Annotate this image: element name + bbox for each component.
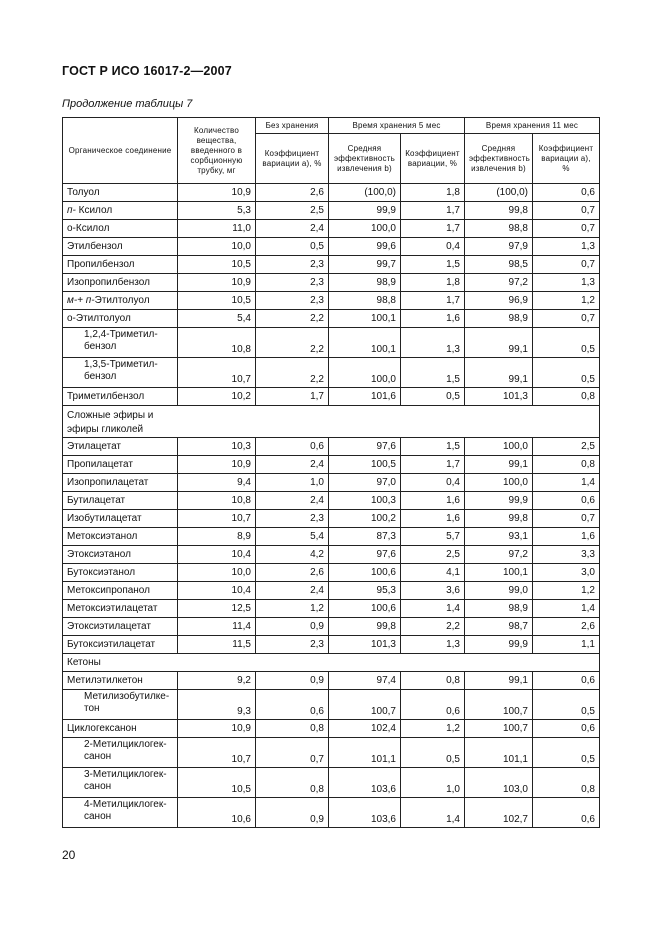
- cell-rec5: 100,0: [329, 358, 401, 388]
- cell-amount: 10,5: [178, 768, 256, 798]
- cell-rec5: 100,1: [329, 328, 401, 358]
- table-continuation-caption: Продолжение таблицы 7: [62, 98, 193, 110]
- group-label: Кетоны: [63, 654, 600, 672]
- compound-name-text: Изобутилацетат: [67, 512, 142, 524]
- cell-rec11: 100,0: [465, 438, 533, 456]
- table-row: [63, 510, 600, 528]
- cell-cv5: 1,0: [401, 768, 465, 798]
- compound-name-text: Пропилбензол: [67, 258, 135, 270]
- cell-cv11: 1,1: [533, 636, 600, 654]
- cell-cv0: 2,5: [256, 202, 329, 220]
- table-row: [63, 582, 600, 600]
- compound-name-text: Этилбензол: [67, 240, 123, 252]
- cell-rec11: 98,8: [465, 220, 533, 238]
- cell-rec5: 100,6: [329, 564, 401, 582]
- cell-rec11: 99,1: [465, 672, 533, 690]
- cell-rec5: 101,6: [329, 388, 401, 406]
- cell-cv5: 1,8: [401, 274, 465, 292]
- cell-cv5: 0,8: [401, 672, 465, 690]
- header-no-storage-cv-label: Коэффициент вариации а), %: [262, 148, 322, 168]
- table-row: [63, 256, 600, 274]
- cell-cv5: 1,5: [401, 438, 465, 456]
- compound-name: [63, 738, 178, 768]
- cell-cv5: 1,7: [401, 292, 465, 310]
- table-row: [63, 492, 600, 510]
- cell-rec5: 97,0: [329, 474, 401, 492]
- group-row: [63, 654, 600, 672]
- table-row: [63, 690, 600, 720]
- cell-amount: 9,4: [178, 474, 256, 492]
- cell-cv0: 2,2: [256, 358, 329, 388]
- cell-cv11: 1,3: [533, 274, 600, 292]
- table-row: [63, 720, 600, 738]
- cell-rec5: 98,9: [329, 274, 401, 292]
- cell-cv0: 0,5: [256, 238, 329, 256]
- compound-name: [63, 798, 178, 828]
- header-compound-label: Органическое соединение: [68, 145, 172, 155]
- cell-cv5: 1,5: [401, 358, 465, 388]
- compound-name-text: Метоксиэтанол: [67, 530, 138, 542]
- compound-name-text: Этоксиэтилацетат: [67, 620, 151, 632]
- header-storage-5-cv-label: Коэффициент вариации, %: [405, 148, 460, 168]
- cell-cv11: 1,6: [533, 528, 600, 546]
- cell-cv11: 0,8: [533, 388, 600, 406]
- cell-rec11: 98,9: [465, 600, 533, 618]
- cell-cv0: 0,8: [256, 720, 329, 738]
- cell-rec5: 103,6: [329, 798, 401, 828]
- cell-rec11: 102,7: [465, 798, 533, 828]
- cell-rec11: 99,1: [465, 456, 533, 474]
- cell-rec11: 97,2: [465, 274, 533, 292]
- cell-rec5: (100,0): [329, 184, 401, 202]
- cell-amount: 10,7: [178, 510, 256, 528]
- cell-amount: 11,4: [178, 618, 256, 636]
- table-body: [63, 184, 600, 828]
- compound-name-line: Метилизобутилке-: [84, 691, 170, 702]
- compound-name: [63, 510, 178, 528]
- cell-cv5: 3,6: [401, 582, 465, 600]
- cell-rec11: 99,8: [465, 510, 533, 528]
- cell-cv11: 0,6: [533, 798, 600, 828]
- cell-cv0: 2,3: [256, 636, 329, 654]
- header-amount: [178, 118, 256, 184]
- cell-cv5: 1,4: [401, 798, 465, 828]
- compound-name: [63, 672, 178, 690]
- compound-name-line: санон: [84, 811, 112, 822]
- cell-amount: 10,9: [178, 184, 256, 202]
- cell-amount: 10,7: [178, 738, 256, 768]
- cell-cv11: 0,7: [533, 510, 600, 528]
- cell-rec11: 99,9: [465, 636, 533, 654]
- cell-amount: 10,0: [178, 238, 256, 256]
- cell-rec11: 103,0: [465, 768, 533, 798]
- cell-cv0: 0,9: [256, 672, 329, 690]
- cell-amount: 10,7: [178, 358, 256, 388]
- table-row: [63, 672, 600, 690]
- cell-cv0: 2,3: [256, 510, 329, 528]
- group-label-line: эфиры гликолей: [67, 424, 144, 435]
- table-row: [63, 220, 600, 238]
- cell-rec5: 100,0: [329, 220, 401, 238]
- page-number: 20: [62, 848, 76, 862]
- compound-name-text: Пропилацетат: [67, 458, 133, 470]
- cell-cv11: 0,6: [533, 720, 600, 738]
- cell-rec5: 87,3: [329, 528, 401, 546]
- cell-rec11: 100,7: [465, 690, 533, 720]
- table-row: [63, 456, 600, 474]
- compound-name: [63, 492, 178, 510]
- compound-name: [63, 690, 178, 720]
- cell-amount: 10,0: [178, 564, 256, 582]
- cell-cv0: 1,7: [256, 388, 329, 406]
- cell-cv11: 0,5: [533, 358, 600, 388]
- cell-amount: 10,9: [178, 456, 256, 474]
- cell-rec5: 100,5: [329, 456, 401, 474]
- cell-amount: 8,9: [178, 528, 256, 546]
- table-row: [63, 600, 600, 618]
- storage-stability-table: [62, 117, 600, 828]
- cell-cv5: 1,3: [401, 328, 465, 358]
- cell-cv5: 0,5: [401, 388, 465, 406]
- compound-name-line: санон: [84, 781, 112, 792]
- cell-rec11: 93,1: [465, 528, 533, 546]
- cell-cv0: 1,2: [256, 600, 329, 618]
- cell-cv0: 2,4: [256, 492, 329, 510]
- cell-cv11: 1,2: [533, 292, 600, 310]
- header-compound: [63, 118, 178, 184]
- group-label: [63, 406, 600, 438]
- cell-rec11: (100,0): [465, 184, 533, 202]
- cell-amount: 10,8: [178, 328, 256, 358]
- cell-amount: 9,3: [178, 690, 256, 720]
- cell-rec5: 103,6: [329, 768, 401, 798]
- compound-name: [63, 184, 178, 202]
- compound-name-text: Бутоксиэтанол: [67, 566, 136, 578]
- compound-name: [63, 636, 178, 654]
- cell-cv11: 1,3: [533, 238, 600, 256]
- compound-name-text: о-Этилтолуол: [67, 312, 131, 324]
- group-label-line: Сложные эфиры и: [67, 410, 154, 421]
- cell-cv5: 1,7: [401, 220, 465, 238]
- cell-cv11: 0,5: [533, 690, 600, 720]
- cell-cv5: 1,7: [401, 202, 465, 220]
- table-row: [63, 388, 600, 406]
- cell-rec11: 101,3: [465, 388, 533, 406]
- group-row: [63, 406, 600, 438]
- table-row: [63, 474, 600, 492]
- header-storage-11-recovery: [465, 134, 533, 184]
- cell-amount: 10,3: [178, 438, 256, 456]
- table-row: [63, 564, 600, 582]
- table-row: [63, 184, 600, 202]
- cell-rec11: 97,9: [465, 238, 533, 256]
- cell-cv5: 2,2: [401, 618, 465, 636]
- compound-name: [63, 474, 178, 492]
- cell-cv0: 2,3: [256, 256, 329, 274]
- compound-name: [63, 358, 178, 388]
- cell-cv0: 2,2: [256, 310, 329, 328]
- cell-rec11: 98,7: [465, 618, 533, 636]
- cell-amount: 10,6: [178, 798, 256, 828]
- cell-rec11: 100,1: [465, 564, 533, 582]
- compound-name: [63, 328, 178, 358]
- cell-cv0: 0,7: [256, 738, 329, 768]
- header-storage-5-recovery: [329, 134, 401, 184]
- cell-cv5: 0,4: [401, 238, 465, 256]
- cell-rec11: 98,9: [465, 310, 533, 328]
- table-row: [63, 528, 600, 546]
- cell-cv5: 5,7: [401, 528, 465, 546]
- table-row: [63, 768, 600, 798]
- compound-name: [63, 274, 178, 292]
- compound-name-line: 1,3,5-Триметил-: [84, 359, 158, 370]
- header-storage-5-recovery-label: Средняя эффективность извлечения b): [334, 143, 395, 173]
- compound-name-line: бензол: [84, 341, 117, 352]
- header-amount-label: Количество вещества, введенного в сорбционную трубку, мг: [190, 125, 243, 175]
- cell-cv5: 1,5: [401, 256, 465, 274]
- cell-cv11: 3,0: [533, 564, 600, 582]
- cell-rec5: 98,8: [329, 292, 401, 310]
- cell-rec5: 100,7: [329, 690, 401, 720]
- cell-amount: 10,9: [178, 274, 256, 292]
- cell-cv11: 0,7: [533, 310, 600, 328]
- cell-cv11: 0,7: [533, 220, 600, 238]
- table-row: [63, 292, 600, 310]
- cell-rec5: 101,3: [329, 636, 401, 654]
- cell-cv0: 1,0: [256, 474, 329, 492]
- cell-cv0: 0,6: [256, 690, 329, 720]
- cell-rec11: 96,9: [465, 292, 533, 310]
- compound-name-line: 3-Метилциклогек-: [84, 769, 167, 780]
- cell-cv11: 0,5: [533, 328, 600, 358]
- cell-cv0: 0,9: [256, 618, 329, 636]
- compound-name-text: Метилэтилкетон: [67, 674, 143, 686]
- compound-name: [63, 310, 178, 328]
- cell-rec5: 101,1: [329, 738, 401, 768]
- compound-name: [63, 238, 178, 256]
- compound-name-line: 4-Метилциклогек-: [84, 799, 167, 810]
- cell-cv0: 0,6: [256, 438, 329, 456]
- compound-name: [63, 600, 178, 618]
- compound-name-line: 1,2,4-Триметил-: [84, 329, 158, 340]
- header-storage-11-cv: [533, 134, 600, 184]
- cell-rec5: 102,4: [329, 720, 401, 738]
- cell-amount: 10,8: [178, 492, 256, 510]
- header-no-storage-cv: [256, 134, 329, 184]
- cell-cv5: 1,2: [401, 720, 465, 738]
- cell-cv0: 2,3: [256, 292, 329, 310]
- cell-amount: 10,4: [178, 582, 256, 600]
- table-row: [63, 202, 600, 220]
- cell-cv5: 1,6: [401, 310, 465, 328]
- cell-cv0: 0,8: [256, 768, 329, 798]
- compound-name: [63, 546, 178, 564]
- cell-amount: 9,2: [178, 672, 256, 690]
- cell-cv11: 1,4: [533, 600, 600, 618]
- header-storage-11-cv-label: Коэффициент вариации а), %: [538, 143, 594, 173]
- compound-name-line: бензол: [84, 371, 117, 382]
- compound-name: [63, 220, 178, 238]
- compound-name-line: санон: [84, 751, 112, 762]
- header-storage-11-recovery-label: Средняя эффективность извлечения b): [469, 143, 530, 173]
- cell-rec11: 99,8: [465, 202, 533, 220]
- cell-rec5: 100,1: [329, 310, 401, 328]
- compound-name-text: Циклогексанон: [67, 722, 137, 734]
- header-no-storage: Без хранения: [256, 118, 329, 134]
- cell-cv0: 2,4: [256, 582, 329, 600]
- compound-name-text: Толуол: [67, 186, 100, 198]
- cell-cv11: 0,7: [533, 202, 600, 220]
- cell-rec11: 100,7: [465, 720, 533, 738]
- cell-cv5: 4,1: [401, 564, 465, 582]
- cell-amount: 11,5: [178, 636, 256, 654]
- compound-name: [63, 388, 178, 406]
- cell-rec5: 100,6: [329, 600, 401, 618]
- cell-cv5: 1,8: [401, 184, 465, 202]
- cell-amount: 11,0: [178, 220, 256, 238]
- compound-name: [63, 256, 178, 274]
- cell-cv5: 1,3: [401, 636, 465, 654]
- cell-cv5: 1,6: [401, 510, 465, 528]
- cell-cv11: 2,5: [533, 438, 600, 456]
- compound-name-line: тон: [84, 703, 100, 714]
- cell-cv11: 1,4: [533, 474, 600, 492]
- cell-rec11: 99,1: [465, 358, 533, 388]
- compound-name: [63, 528, 178, 546]
- cell-cv0: 2,6: [256, 184, 329, 202]
- compound-name-text: Изопропилбензол: [67, 276, 150, 288]
- cell-cv5: 1,6: [401, 492, 465, 510]
- cell-cv11: 0,8: [533, 768, 600, 798]
- table-row: [63, 238, 600, 256]
- cell-rec5: 97,4: [329, 672, 401, 690]
- compound-name-prefix: м-+ п-: [67, 294, 95, 306]
- table-row: [63, 310, 600, 328]
- cell-cv5: 1,4: [401, 600, 465, 618]
- cell-rec5: 97,6: [329, 438, 401, 456]
- cell-rec5: 97,6: [329, 546, 401, 564]
- table-row: [63, 618, 600, 636]
- table-row: [63, 798, 600, 828]
- cell-rec11: 100,0: [465, 474, 533, 492]
- compound-name: [63, 202, 178, 220]
- cell-rec5: 99,8: [329, 618, 401, 636]
- compound-name-text: Метоксиэтилацетат: [67, 602, 158, 614]
- compound-name-text: Ксилол: [75, 204, 113, 216]
- cell-rec11: 101,1: [465, 738, 533, 768]
- table-row: [63, 274, 600, 292]
- cell-cv0: 5,4: [256, 528, 329, 546]
- cell-cv0: 4,2: [256, 546, 329, 564]
- cell-rec11: 99,1: [465, 328, 533, 358]
- cell-rec11: 99,9: [465, 492, 533, 510]
- compound-name-text: Этоксиэтанол: [67, 548, 131, 560]
- table-row: [63, 358, 600, 388]
- cell-amount: 10,2: [178, 388, 256, 406]
- cell-cv5: 1,7: [401, 456, 465, 474]
- cell-rec11: 99,0: [465, 582, 533, 600]
- compound-name-text: Триметилбензол: [67, 390, 145, 402]
- compound-name: [63, 618, 178, 636]
- cell-rec5: 100,2: [329, 510, 401, 528]
- cell-cv11: 0,6: [533, 184, 600, 202]
- table-row: [63, 328, 600, 358]
- cell-rec5: 100,3: [329, 492, 401, 510]
- cell-rec11: 98,5: [465, 256, 533, 274]
- cell-rec5: 95,3: [329, 582, 401, 600]
- cell-cv5: 2,5: [401, 546, 465, 564]
- compound-name-line: 2-Метилциклогек-: [84, 739, 167, 750]
- header-storage-5: Время хранения 5 мес: [329, 118, 465, 134]
- cell-cv11: 0,5: [533, 738, 600, 768]
- compound-name-text: Метоксипропанол: [67, 584, 150, 596]
- cell-cv0: 2,4: [256, 456, 329, 474]
- cell-cv0: 2,6: [256, 564, 329, 582]
- compound-name: [63, 292, 178, 310]
- cell-amount: 10,9: [178, 720, 256, 738]
- compound-name: [63, 582, 178, 600]
- compound-name-text: о-Ксилол: [67, 222, 110, 234]
- cell-cv0: 2,2: [256, 328, 329, 358]
- cell-rec5: 99,7: [329, 256, 401, 274]
- compound-name: [63, 438, 178, 456]
- compound-name-text: Этилтолуол: [94, 294, 150, 306]
- cell-amount: 5,3: [178, 202, 256, 220]
- compound-name-text: Бутилацетат: [67, 494, 126, 506]
- compound-name-prefix: п-: [67, 204, 76, 216]
- compound-name: [63, 564, 178, 582]
- cell-cv11: 1,2: [533, 582, 600, 600]
- table-row: [63, 546, 600, 564]
- cell-cv0: 0,9: [256, 798, 329, 828]
- cell-cv11: 2,6: [533, 618, 600, 636]
- cell-cv11: 0,7: [533, 256, 600, 274]
- document-title: ГОСТ Р ИСО 16017-2—2007: [62, 64, 232, 78]
- compound-name-text: Бутоксиэтилацетат: [67, 638, 156, 650]
- cell-cv11: 0,6: [533, 672, 600, 690]
- cell-amount: 5,4: [178, 310, 256, 328]
- compound-name: [63, 456, 178, 474]
- cell-rec11: 97,2: [465, 546, 533, 564]
- cell-cv11: 3,3: [533, 546, 600, 564]
- cell-rec5: 99,9: [329, 202, 401, 220]
- header-storage-11: Время хранения 11 мес: [465, 118, 600, 134]
- table-row: [63, 636, 600, 654]
- cell-cv0: 2,4: [256, 220, 329, 238]
- cell-cv5: 0,5: [401, 738, 465, 768]
- compound-name-text: Изопропилацетат: [67, 476, 149, 488]
- cell-cv0: 2,3: [256, 274, 329, 292]
- table-row: [63, 738, 600, 768]
- cell-cv5: 0,4: [401, 474, 465, 492]
- table-row: [63, 438, 600, 456]
- cell-amount: 10,5: [178, 292, 256, 310]
- compound-name-text: Этилацетат: [67, 440, 121, 452]
- compound-name: [63, 720, 178, 738]
- compound-name: [63, 768, 178, 798]
- cell-rec5: 99,6: [329, 238, 401, 256]
- header-storage-5-cv: [401, 134, 465, 184]
- cell-amount: 12,5: [178, 600, 256, 618]
- cell-cv11: 0,8: [533, 456, 600, 474]
- cell-cv5: 0,6: [401, 690, 465, 720]
- cell-cv11: 0,6: [533, 492, 600, 510]
- cell-amount: 10,4: [178, 546, 256, 564]
- cell-amount: 10,5: [178, 256, 256, 274]
